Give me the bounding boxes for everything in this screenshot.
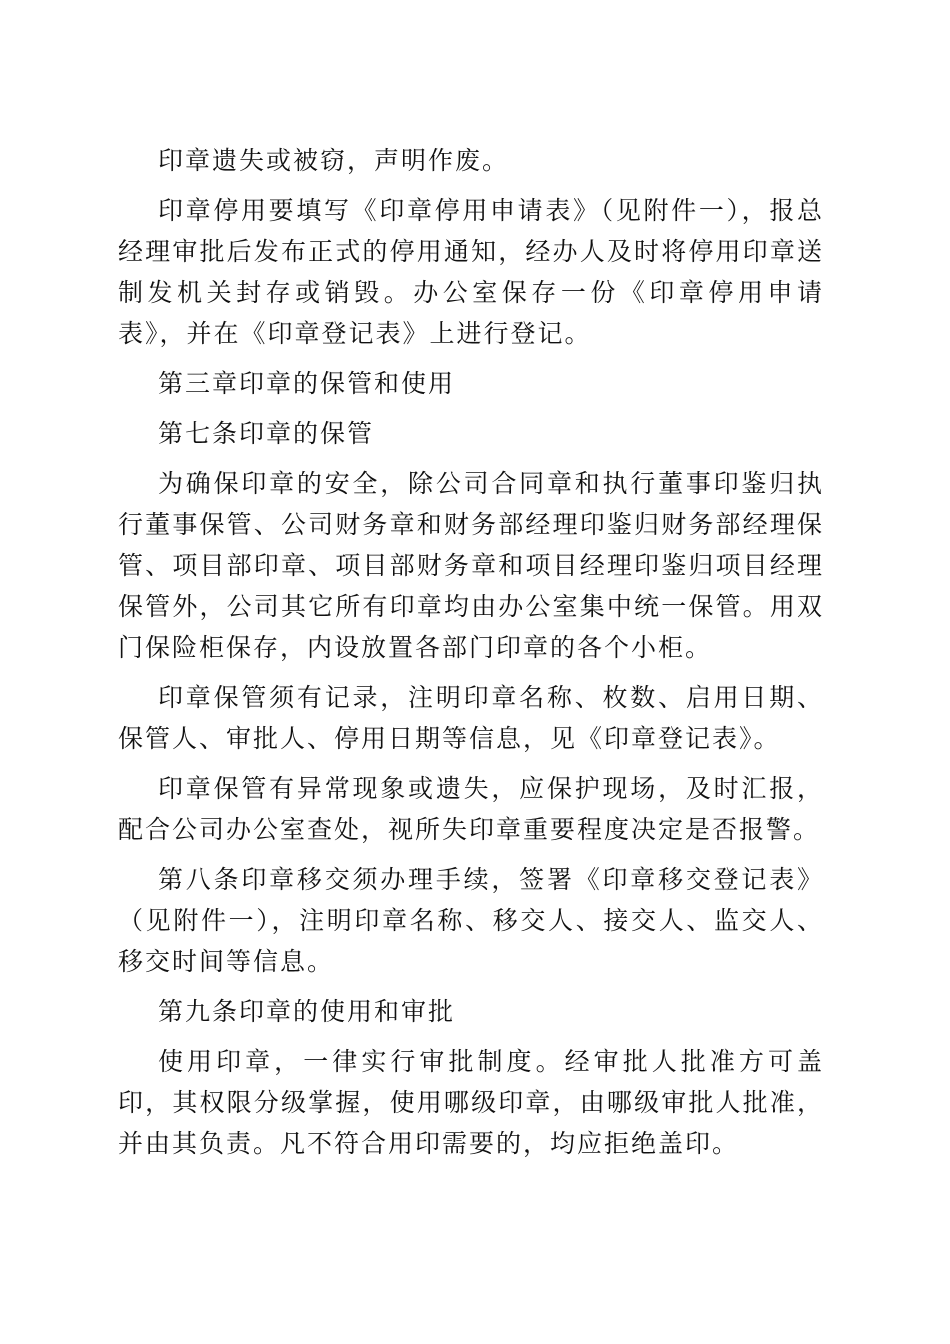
- paragraph-seal-deactivation: 印章停用要填写《印章停用申请表》（见附件一），报总经理审批后发布正式的停用通知，经办人及时将停用印章送制发机关封存或销毁。办公室保存一份《印章停用申请表》，并在《印章登记表》上进行登记。: [118, 196, 824, 348]
- paragraph-custody-records: 印章保管须有记录，注明印章名称、枚数、启用日期、保管人、审批人、停用日期等信息，见《印章登记表》。: [118, 683, 824, 753]
- document-body: [118, 140, 824, 1164]
- paragraph-custody-anomaly: 印章保管有异常现象或遗失，应保护现场，及时汇报，配合公司办公室查处，视所失印章重要程度决定是否报警。: [118, 774, 824, 844]
- paragraph-seal-approval: 使用印章，一律实行审批制度。经审批人批准方可盖印，其权限分级掌握，使用哪级印章，由哪级审批人批准，并由其负责。凡不符合用印需要的，均应拒绝盖印。: [118, 1047, 824, 1158]
- article-8-paragraph: 第八条印章移交须办理手续，签署《印章移交登记表》（见附件一），注明印章名称、移交人、接交人、监交人、移交时间等信息。: [118, 865, 824, 976]
- article-heading-7: 第七条印章的保管: [158, 419, 375, 448]
- paragraph-seal-loss: 印章遗失或被窃，声明作废。: [158, 146, 510, 175]
- chapter-heading-3: 第三章印章的保管和使用: [158, 369, 456, 398]
- paragraph-seal-custody: 为确保印章的安全，除公司合同章和执行董事印鉴归执行董事保管、公司财务章和财务部经理印鉴归财务部经理保管、项目部印章、项目部财务章和项目经理印鉴归项目经理保管外，公司其它所有印章均由办公室集中统一保管。用双门保险柜保存，内设放置各部门印章的各个小柜。: [118, 469, 824, 662]
- article-heading-9: 第九条印章的使用和审批: [158, 997, 456, 1026]
